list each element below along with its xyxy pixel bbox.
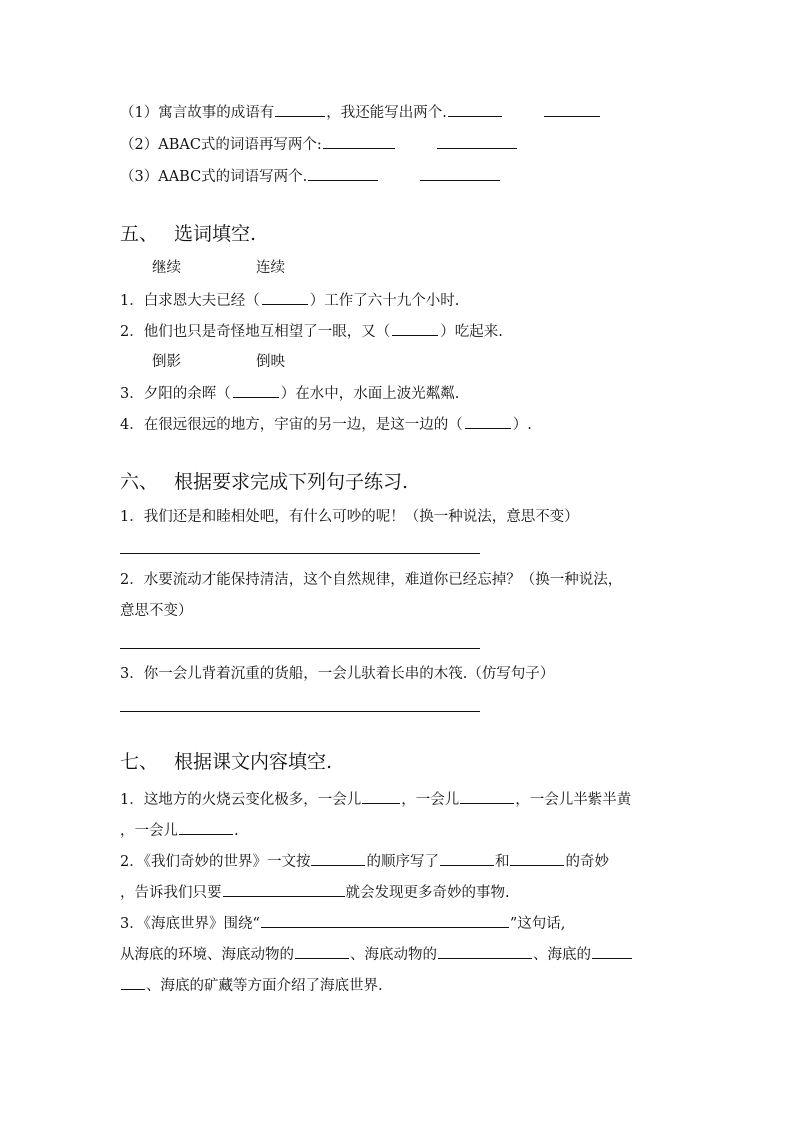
- word-choices-1: [152, 258, 360, 278]
- sec7-question-2: [120, 851, 609, 872]
- answer-blank[interactable]: [223, 882, 345, 897]
- answer-blank[interactable]: [448, 102, 502, 117]
- answer-blank[interactable]: [420, 166, 500, 181]
- sec4-item-2-text: （2）ABAC式的词语再写两个:: [120, 137, 322, 153]
- sec5-question-2: [120, 321, 503, 342]
- answer-blank[interactable]: [510, 851, 564, 866]
- section-6-title: 根据要求完成下列句子练习.: [174, 471, 409, 493]
- answer-blank[interactable]: [440, 851, 494, 866]
- q-text: ）工作了六十九个小时.: [309, 293, 460, 309]
- section-6-heading: [120, 470, 408, 494]
- sec4-item-1-text-b: ，我还能写出两个.: [326, 105, 447, 121]
- answer-blank[interactable]: [460, 789, 514, 804]
- sec6-question-2-line1: 2．水要流动才能保持清洁，这个自然规律，难道你已经忘掉？（换一种说法，: [120, 572, 623, 588]
- answer-blank[interactable]: [121, 975, 145, 990]
- answer-blank[interactable]: [592, 944, 632, 959]
- section-7-number: 七、: [120, 751, 159, 773]
- sec7-question-3: [120, 913, 565, 934]
- q-text: ，告诉我们只要: [120, 885, 222, 901]
- q-text: ”这句话,: [509, 916, 566, 932]
- answer-blank[interactable]: [308, 166, 378, 181]
- sec4-item-2: [120, 134, 518, 155]
- section-5-number: 五、: [120, 223, 159, 245]
- word-choice: 连续: [256, 260, 285, 276]
- sec6-question-2-line2: 意思不变）: [120, 603, 193, 619]
- section-7-heading: [120, 750, 332, 774]
- q-text: ）吃起来.: [440, 324, 503, 340]
- sec7-question-2-cont: [120, 882, 510, 903]
- sec5-question-3: [120, 383, 459, 404]
- q-text: 的顺序写了: [366, 854, 439, 870]
- q-text: 4．在很远很远的地方，宇宙的另一边，是这一边的（: [120, 417, 463, 433]
- answer-line[interactable]: [120, 648, 480, 649]
- q-text: ，一会儿半紫半黄: [515, 792, 632, 808]
- sec6-question-3: 3．你一会儿背着沉重的货船，一会儿驮着长串的木筏.（仿写句子）: [120, 666, 555, 682]
- q-text: 、海底的: [533, 947, 591, 963]
- q-text: 、海底动物的: [350, 947, 437, 963]
- answer-blank[interactable]: [233, 383, 279, 398]
- sec7-question-3-cont: [120, 944, 633, 965]
- section-6-number: 六、: [120, 471, 159, 493]
- q-text: 2．《我们奇妙的世界》一文按: [120, 854, 311, 870]
- sec6-question-1: 1．我们还是和睦相处吧，有什么可吵的呢！（换一种说法，意思不变）: [120, 509, 579, 525]
- answer-blank[interactable]: [261, 913, 509, 928]
- sec4-item-1: [120, 102, 601, 123]
- answer-blank[interactable]: [311, 851, 365, 866]
- answer-blank[interactable]: [438, 944, 532, 959]
- answer-blank[interactable]: [465, 414, 511, 429]
- section-5-title: 选词填空.: [174, 223, 257, 245]
- q-text: .: [234, 823, 239, 839]
- answer-blank[interactable]: [275, 102, 325, 117]
- q-text: ，一会儿: [401, 792, 460, 808]
- q-text: 从海底的环境、海底动物的: [120, 947, 294, 963]
- answer-blank[interactable]: [544, 102, 600, 117]
- sec4-item-3-text: （3）AABC式的词语写两个.: [120, 169, 308, 185]
- q-text: ，一会儿: [120, 823, 178, 839]
- answer-blank[interactable]: [323, 134, 395, 149]
- q-text: ）在水中，水面上波光粼粼.: [280, 386, 460, 402]
- q-text: 1．白求恩大夫已经（: [120, 293, 260, 309]
- q-text: 、海底的矿藏等方面介绍了海底世界.: [146, 978, 383, 994]
- section-5-heading: [120, 222, 256, 246]
- q-text: 和: [494, 854, 510, 870]
- sec7-question-1: [120, 789, 631, 810]
- answer-blank[interactable]: [262, 290, 308, 305]
- answer-blank[interactable]: [362, 789, 400, 804]
- sec7-question-3-cont2: [120, 975, 383, 996]
- q-text: 就会发现更多奇妙的事物.: [345, 885, 510, 901]
- sec4-item-1-text: （1）寓言故事的成语有: [120, 105, 275, 121]
- q-text: 3．《海底世界》围绕“: [120, 916, 260, 932]
- q-text: 的奇妙: [565, 854, 609, 870]
- answer-blank[interactable]: [437, 134, 517, 149]
- word-choice: 倒映: [256, 354, 285, 370]
- q-text: 2．他们也只是奇怪地互相望了一眼，又（: [120, 324, 391, 340]
- section-7-title: 根据课文内容填空.: [174, 751, 333, 773]
- q-text: 3．夕阳的余晖（: [120, 386, 231, 402]
- word-choices-2: [152, 352, 360, 372]
- sec7-question-1-cont: [120, 820, 239, 841]
- answer-line[interactable]: [120, 711, 480, 712]
- answer-line[interactable]: [120, 553, 480, 554]
- word-choice: 继续: [152, 260, 181, 276]
- answer-blank[interactable]: [295, 944, 349, 959]
- answer-blank[interactable]: [392, 321, 438, 336]
- answer-blank[interactable]: [179, 820, 233, 835]
- q-text: 1．这地方的火烧云变化极多，一会儿: [120, 792, 362, 808]
- sec4-item-3: [120, 166, 501, 187]
- sec5-question-4: [120, 414, 532, 435]
- q-text: ）.: [512, 417, 532, 433]
- word-choice: 倒影: [152, 354, 181, 370]
- sec5-question-1: [120, 290, 459, 311]
